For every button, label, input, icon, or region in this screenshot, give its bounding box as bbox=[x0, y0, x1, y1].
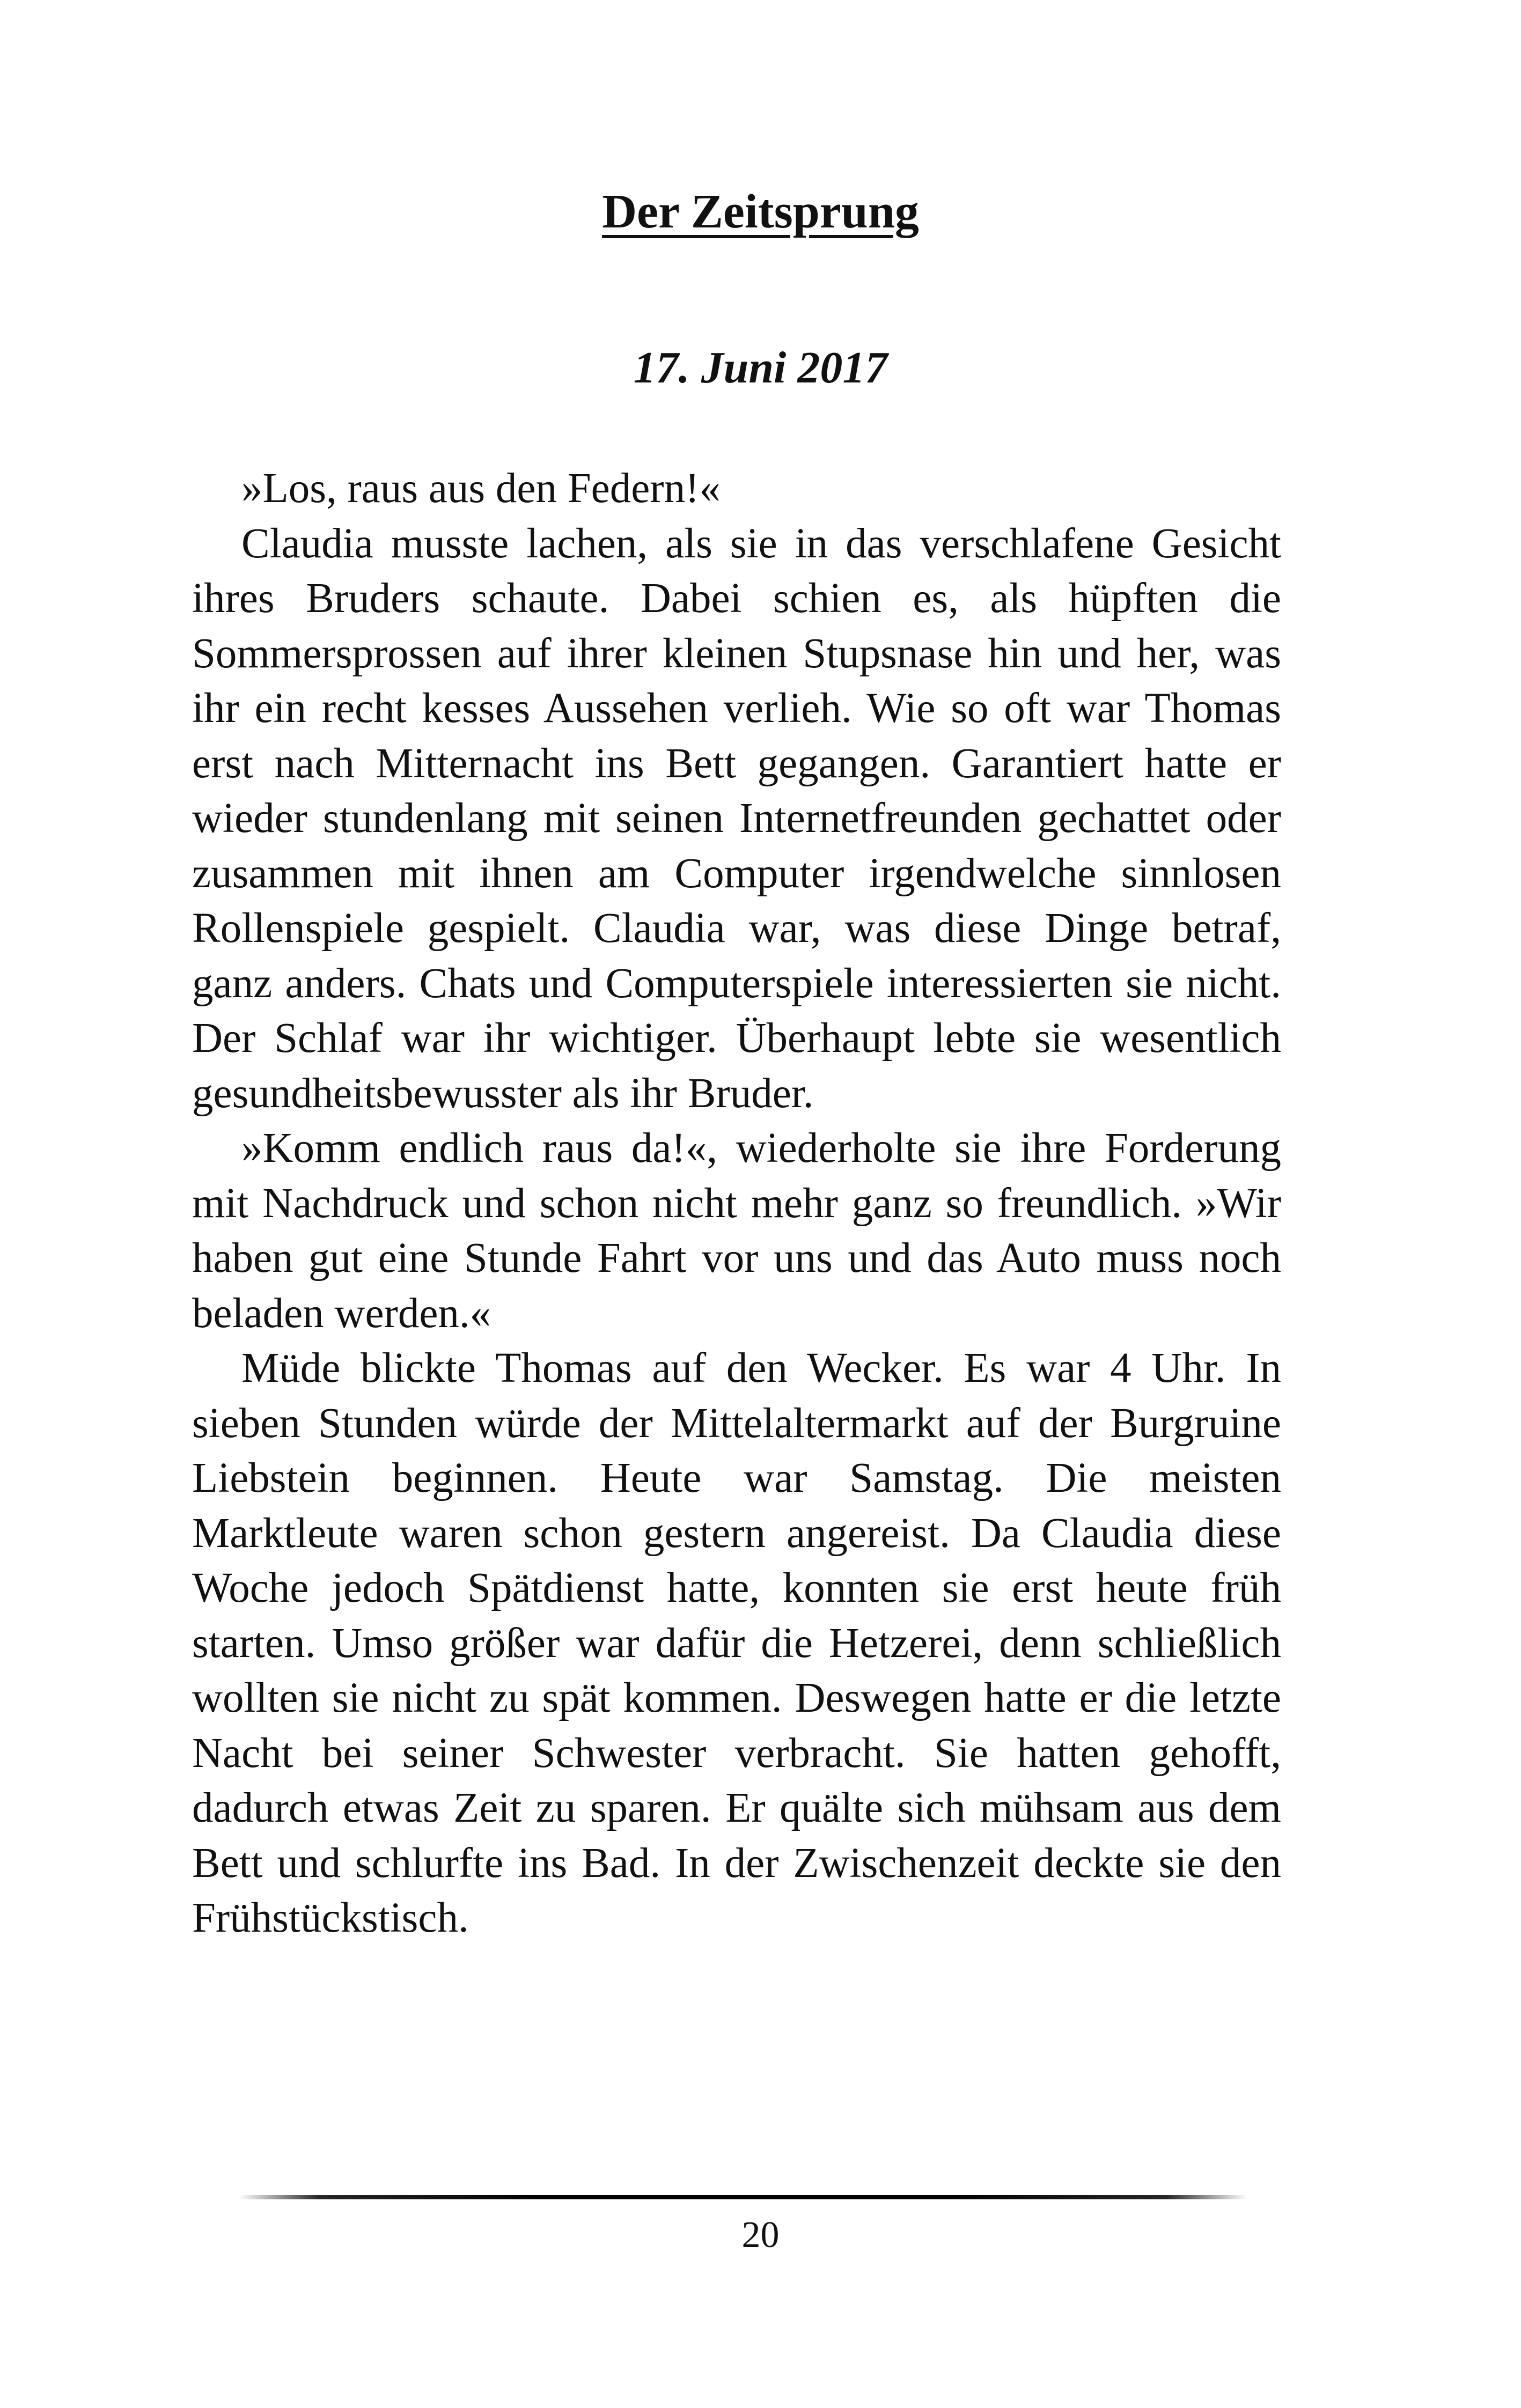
date-heading: 17. Juni 2017 bbox=[633, 343, 888, 393]
paragraph: Müde blickte Thomas auf den Wecker. Es war 4 Uhr. In sieben Stunden würde der Mittelaltermarkt auf der Burgruine Liebstein beginnen. Heute war Samstag. Die meisten Marktleute waren schon gestern angereist. Da Claudia diese Woche jedoch Spätdienst hatte, konnten sie erst heute früh starten. Umso größer war dafür die Hetzerei, denn schließlich wollten sie nicht zu spät kommen. Deswegen hatte er die letzte Nacht bei seiner Schwester verbracht. Sie hatten gehofft, dadurch etwas Zeit zu sparen. Er quälte sich mühsam aus dem Bett und schlurfte ins Bad. In der Zwischenzeit deckte sie den Frühstückstisch. bbox=[192, 1345, 1281, 1941]
body-text bbox=[192, 461, 1281, 1946]
paragraph: »Komm endlich raus da!«, wiederholte sie ihre Forderung mit Nachdruck und schon nicht mehr ganz so freundlich. »Wir haben gut eine Stunde Fahrt vor uns und das Auto muss noch beladen werden.« bbox=[192, 1125, 1281, 1337]
chapter-title: Der Zeitsprung bbox=[602, 185, 919, 238]
paragraph: »Los, raus aus den Federn!« bbox=[241, 465, 721, 512]
page-number: 20 bbox=[741, 2214, 780, 2256]
footer-divider bbox=[239, 2195, 1247, 2199]
paragraph: Claudia musste lachen, als sie in das verschlafene Gesicht ihres Bruders schaute. Dabei schien es, als hüpften die Sommersprossen auf ihrer kleinen Stupsnase hin und her, was ihr ein recht kesses Aussehen verlieh. Wie so oft war Thomas erst nach Mitternacht ins Bett gegangen. Garantiert hatte er wieder stundenlang mit seinen Internetfreunden gechattet oder zusammen mit ihnen am Computer irgendwelche sinnlosen Rollenspiele gespielt. Claudia war, was diese Dinge betraf, ganz anders. Chats und Computerspiele interessierten sie nicht. Der Schlaf war ihr wichtiger. Überhaupt lebte sie wesentlich gesundheitsbewusster als ihr Bruder. bbox=[192, 520, 1281, 1117]
